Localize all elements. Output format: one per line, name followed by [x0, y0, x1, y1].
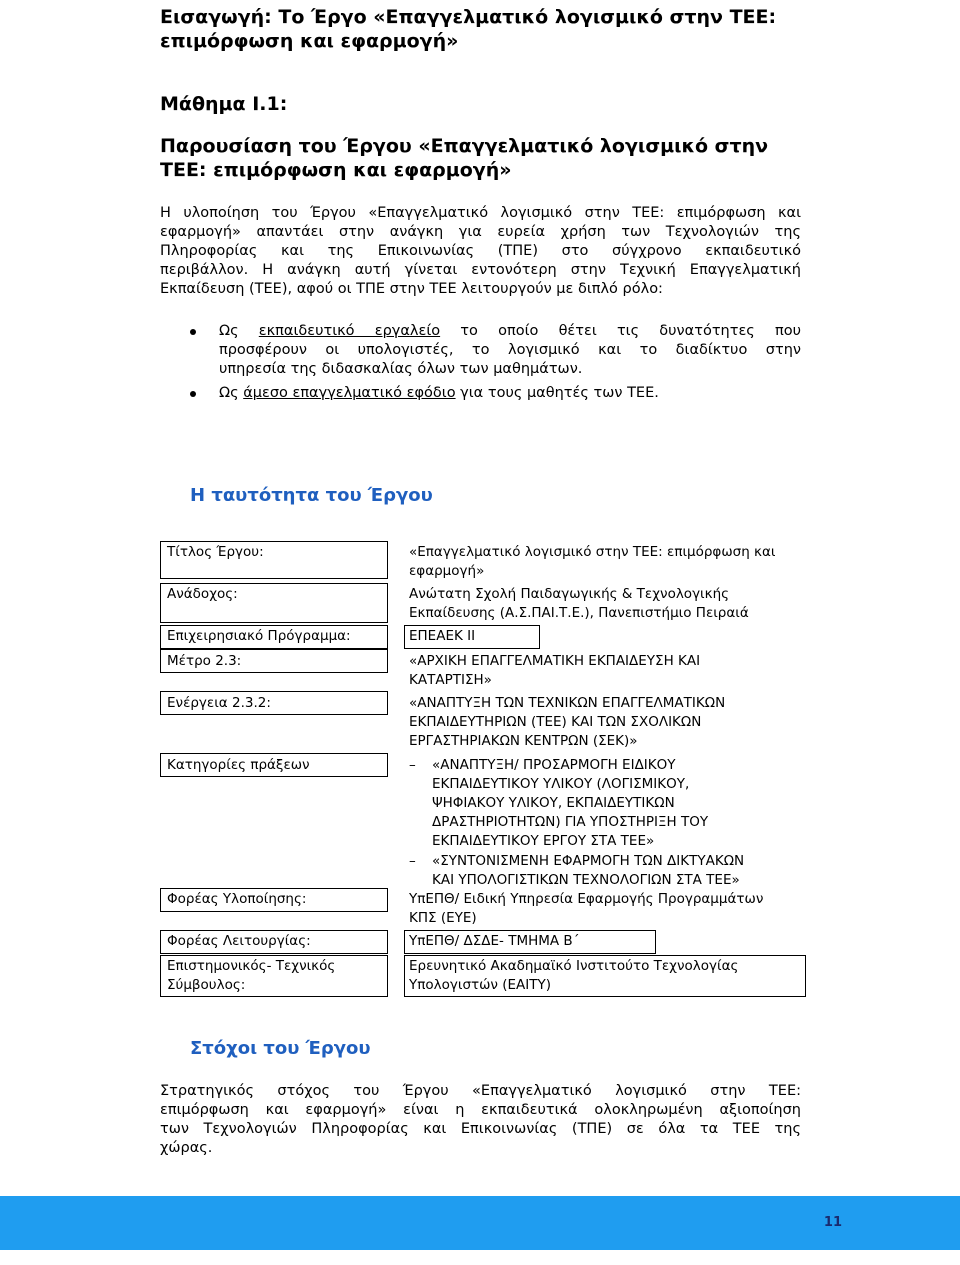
advisor-label: [167, 957, 393, 995]
bullet-line: υπηρεσία της διδασκαλίας όλων των μαθημάτων.: [219, 361, 583, 377]
implementing-value-line: ΚΠΣ (ΕΥΕ): [409, 910, 477, 926]
goals-line: των Τεχνολογιών Πληροφορίας και Επικοινωνίας (ΤΠΕ) σε όλα τα ΤΕΕ της: [160, 1121, 801, 1137]
goals-paragraph: [160, 1082, 801, 1158]
bullet-dot: [190, 391, 196, 397]
categories-item-line: «ΣΥΝΤΟΝΙΣΜΕΝΗ ΕΦΑΡΜΟΓΗ ΤΩΝ ΔΙΚΤΥΑΚΩΝ: [432, 853, 745, 869]
categories-item: [409, 852, 809, 890]
categories-item-line: ΕΚΠΑΙΔΕΥΤΙΚΟΥ ΕΡΓΟΥ ΣΤΑ ΤΕΕ»: [432, 833, 655, 849]
bullet-prefix: Ως: [219, 323, 259, 339]
measure-value-line: ΚΑΤΑΡΤΙΣΗ»: [409, 672, 492, 688]
advisor-label-line: Σύμβουλος:: [167, 977, 246, 993]
bullet-suffix: το οποίο θέτει τις δυνατότητες που: [440, 323, 802, 339]
presentation-heading-line1: Παρουσίαση του Έργου «Επαγγελματικό λογισμικό στην: [160, 135, 769, 157]
underlined-term: άμεσο επαγγελματικό εφόδιο: [243, 385, 456, 401]
operating-label: Φορέας Λειτουργίας:: [167, 933, 311, 949]
paragraph-line: περιβάλλον. Η ανάγκη αυτή γίνεται εντονότερη στην Τεχνική Επαγγελματική: [160, 262, 801, 278]
bullet-item-1: [219, 322, 801, 379]
advisor-value: [409, 957, 809, 995]
implementing-value-line: ΥπΕΠΘ/ Ειδική Υπηρεσία Εφαρμογής Προγραμμάτων: [409, 891, 764, 907]
underlined-term: εκπαιδευτικό εργαλείο: [258, 323, 441, 339]
intro-heading-line1: Εισαγωγή: Το Έργο «Επαγγελματικό λογισμικό στην ΤΕΕ:: [160, 6, 777, 28]
presentation-heading-line2: ΤΕΕ: επιμόρφωση και εφαρμογή»: [160, 159, 512, 181]
paragraph-line: Πληροφορίας και της Επικοινωνίας (ΤΠΕ) στο σύγχρονο εκπαιδευτικό: [160, 243, 801, 259]
dash-marker: –: [409, 853, 416, 869]
operating-value: ΥπΕΠΘ/ ΔΣΔΕ- ΤΜΗΜΑ Β΄: [409, 933, 580, 949]
categories-item-line: ΨΗΦΙΑΚΟΥ ΥΛΙΚΟΥ, ΕΚΠΑΙΔΕΥΤΙΚΩΝ: [432, 795, 675, 811]
action-value-line: ΕΚΠΑΙΔΕΥΤΗΡΙΩΝ (ΤΕΕ) ΚΑΙ ΤΩΝ ΣΧΟΛΙΚΩΝ: [409, 714, 702, 730]
contractor-value: [409, 585, 809, 623]
bullet-item-2: [219, 384, 801, 403]
lesson-label: Μάθημα Ι.1:: [160, 93, 288, 115]
implementing-label: Φορέας Υλοποίησης:: [167, 891, 307, 907]
bullet-dot: [190, 329, 196, 335]
contractor-value-line: Εκπαίδευσης (Α.Σ.ΠΑΙ.Τ.Ε.), Πανεπιστήμιο Πειραιά: [409, 605, 749, 621]
program-label: Επιχειρησιακό Πρόγραμμα:: [167, 628, 351, 644]
measure-value-line: «ΑΡΧΙΚΗ ΕΠΑΓΓΕΛΜΑΤΙΚΗ ΕΚΠΑΙΔΕΥΣΗ ΚΑΙ: [409, 653, 701, 669]
advisor-value-line: Υπολογιστών (ΕΑΙΤΥ): [409, 977, 552, 993]
bullet-line: [219, 322, 801, 341]
measure-label: Μέτρο 2.3:: [167, 653, 242, 669]
categories-item-line: ΚΑΙ ΥΠΟΛΟΓΙΣΤΙΚΩΝ ΤΕΧΝΟΛΟΓΙΩΝ ΣΤΑ ΤΕΕ»: [432, 872, 740, 888]
action-value-line: ΕΡΓΑΣΤΗΡΙΑΚΩΝ ΚΕΝΤΡΩΝ (ΣΕΚ)»: [409, 733, 638, 749]
title-value: [409, 543, 809, 581]
categories-item-line: ΕΚΠΑΙΔΕΥΤΙΚΟΥ ΥΛΙΚΟΥ (ΛΟΓΙΣΜΙΚΟΥ,: [432, 776, 690, 792]
bullet-prefix: Ως: [219, 385, 244, 401]
implementing-value: [409, 890, 809, 928]
intro-heading: [160, 5, 860, 53]
intro-paragraph: [160, 204, 801, 299]
footer-bar: [0, 1196, 960, 1250]
paragraph-line: Η υλοποίηση του Έργου «Επαγγελματικό λογισμικό στην ΤΕΕ: επιμόρφωση και: [160, 205, 801, 221]
goals-line: χώρας.: [160, 1140, 213, 1156]
paragraph-line: Εκπαίδευση (ΤΕΕ), αφού οι ΤΠΕ στην ΤΕΕ λειτουργούν με διπλό ρόλο:: [160, 281, 663, 297]
title-value-line: εφαρμογή»: [409, 563, 485, 579]
categories-item-line: ΔΡΑΣΤΗΡΙΟΤΗΤΩΝ) ΓΙΑ ΥΠΟΣΤΗΡΙΞΗ ΤΟΥ: [432, 814, 709, 830]
presentation-heading: [160, 134, 860, 182]
program-value: ΕΠΕΑΕΚ ΙΙ: [409, 628, 476, 644]
intro-heading-line2: επιμόρφωση και εφαρμογή»: [160, 30, 459, 52]
action-value: [409, 694, 809, 751]
bullet-line: προσφέρουν οι υπολογιστές, το λογισμικό και το διαδίκτυο στην: [219, 342, 801, 358]
action-value-line: «ΑΝΑΠΤΥΞΗ ΤΩΝ ΤΕΧΝΙΚΩΝ ΕΠΑΓΓΕΛΜΑΤΙΚΩΝ: [409, 695, 726, 711]
identity-heading: Η ταυτότητα του Έργου: [190, 485, 433, 506]
goals-heading: Στόχοι του Έργου: [190, 1038, 371, 1059]
categories-item: [409, 756, 809, 851]
paragraph-line: εφαρμογή» απαντάει στην ανάγκη για ευρεία χρήση των Τεχνολογιών της: [160, 224, 801, 240]
contractor-value-line: Ανώτατη Σχολή Παιδαγωγικής & Τεχνολογικής: [409, 586, 730, 602]
action-label: Ενέργεια 2.3.2:: [167, 695, 271, 711]
bullet-line: [219, 384, 801, 403]
goals-line: Στρατηγικός στόχος του Έργου «Επαγγελματικό λογισμικό στην ΤΕΕ:: [160, 1083, 801, 1099]
contractor-label: Ανάδοχος:: [167, 586, 238, 602]
title-label: Τίτλος Έργου:: [167, 544, 264, 560]
advisor-label-line: Επιστημονικός- Τεχνικός: [167, 958, 336, 974]
categories-label: Κατηγορίες πράξεων: [167, 757, 310, 773]
bullet-suffix: για τους μαθητές των ΤΕΕ.: [455, 385, 659, 401]
title-value-line: «Επαγγελματικό λογισμικό στην ΤΕΕ: επιμόρφωση και: [409, 544, 776, 560]
categories-item-line: «ΑΝΑΠΤΥΞΗ/ ΠΡΟΣΑΡΜΟΓΗ ΕΙΔΙΚΟΥ: [432, 757, 676, 773]
measure-value: [409, 652, 809, 690]
page-number: 11: [823, 1215, 842, 1230]
dash-marker: –: [409, 757, 416, 773]
advisor-value-line: Ερευνητικό Ακαδημαϊκό Ινστιτούτο Τεχνολογίας: [409, 958, 739, 974]
goals-line: επιμόρφωση και εφαρμογή» είναι η εκπαιδευτικά ολοκληρωμένη αξιοποίηση: [160, 1102, 801, 1118]
